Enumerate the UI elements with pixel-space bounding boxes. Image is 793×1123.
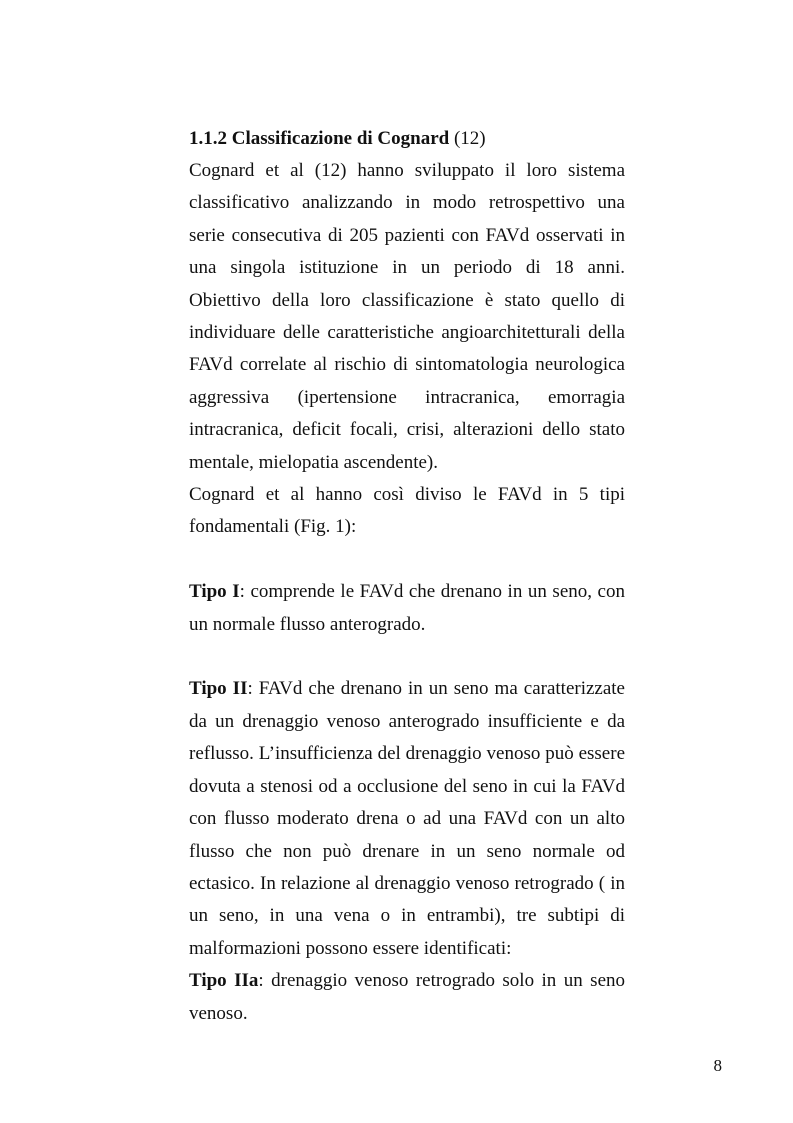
division-paragraph: Cognard et al hanno così diviso le FAVd in 5 tipi fondamentali (Fig. 1):	[189, 484, 625, 538]
intro-paragraph: Cognard et al (12) hanno sviluppato il loro sistema classificativo analizzando in modo retrospettivo una serie consecutiva di 205 pazienti con FAVd osservati in una singola istituzione in un periodo di 18 anni. Obiettivo della loro classificazione è stato quello di individuare delle caratteristiche angioarchitetturali della FAVd correlate al rischio di sintomatologia neurologica aggressiva (ipertensione intracranica, emorragia intracranica, deficit focali, crisi, alterazioni dello stato mentale, mielopatia ascendente).	[189, 160, 625, 473]
page-body	[189, 123, 625, 1030]
section-heading-title: 1.1.2 Classificazione di Cognard	[189, 128, 450, 149]
tipo-2a-paragraph	[189, 965, 625, 1030]
section-heading	[189, 123, 625, 155]
tipo-2-label: Tipo II	[189, 678, 248, 700]
paragraph-spacer	[189, 641, 625, 673]
page-number: 8	[713, 1056, 722, 1075]
tipo-2a-label: Tipo IIa	[189, 970, 259, 992]
tipo-1-paragraph	[189, 576, 625, 641]
tipo-1-label: Tipo I	[189, 581, 240, 603]
paragraph-spacer	[189, 544, 625, 576]
tipo-2a-text: : drenaggio venoso retrogrado solo in un seno venoso.	[189, 970, 626, 1024]
tipo-2-text: : FAVd che drenano in un seno ma caratterizzate da un drenaggio venoso anterogrado insufficiente e da reflusso. L’insufficienza del drenaggio venoso può essere dovuta a stenosi od a occlusione del seno in cui la FAVd con flusso moderato drena o ad una FAVd con un alto flusso che non può drenare in un seno normale od ectasico. In relazione al drenaggio venoso retrogrado ( in un seno, in una vena o in entrambi), tre subtipi di malformazioni possono essere identificati:	[189, 678, 625, 959]
tipo-1-text: : comprende le FAVd che drenano in un seno, con un normale flusso anterogrado.	[189, 581, 625, 635]
tipo-2-paragraph	[189, 673, 625, 965]
section-heading-reference: (12)	[453, 128, 486, 149]
